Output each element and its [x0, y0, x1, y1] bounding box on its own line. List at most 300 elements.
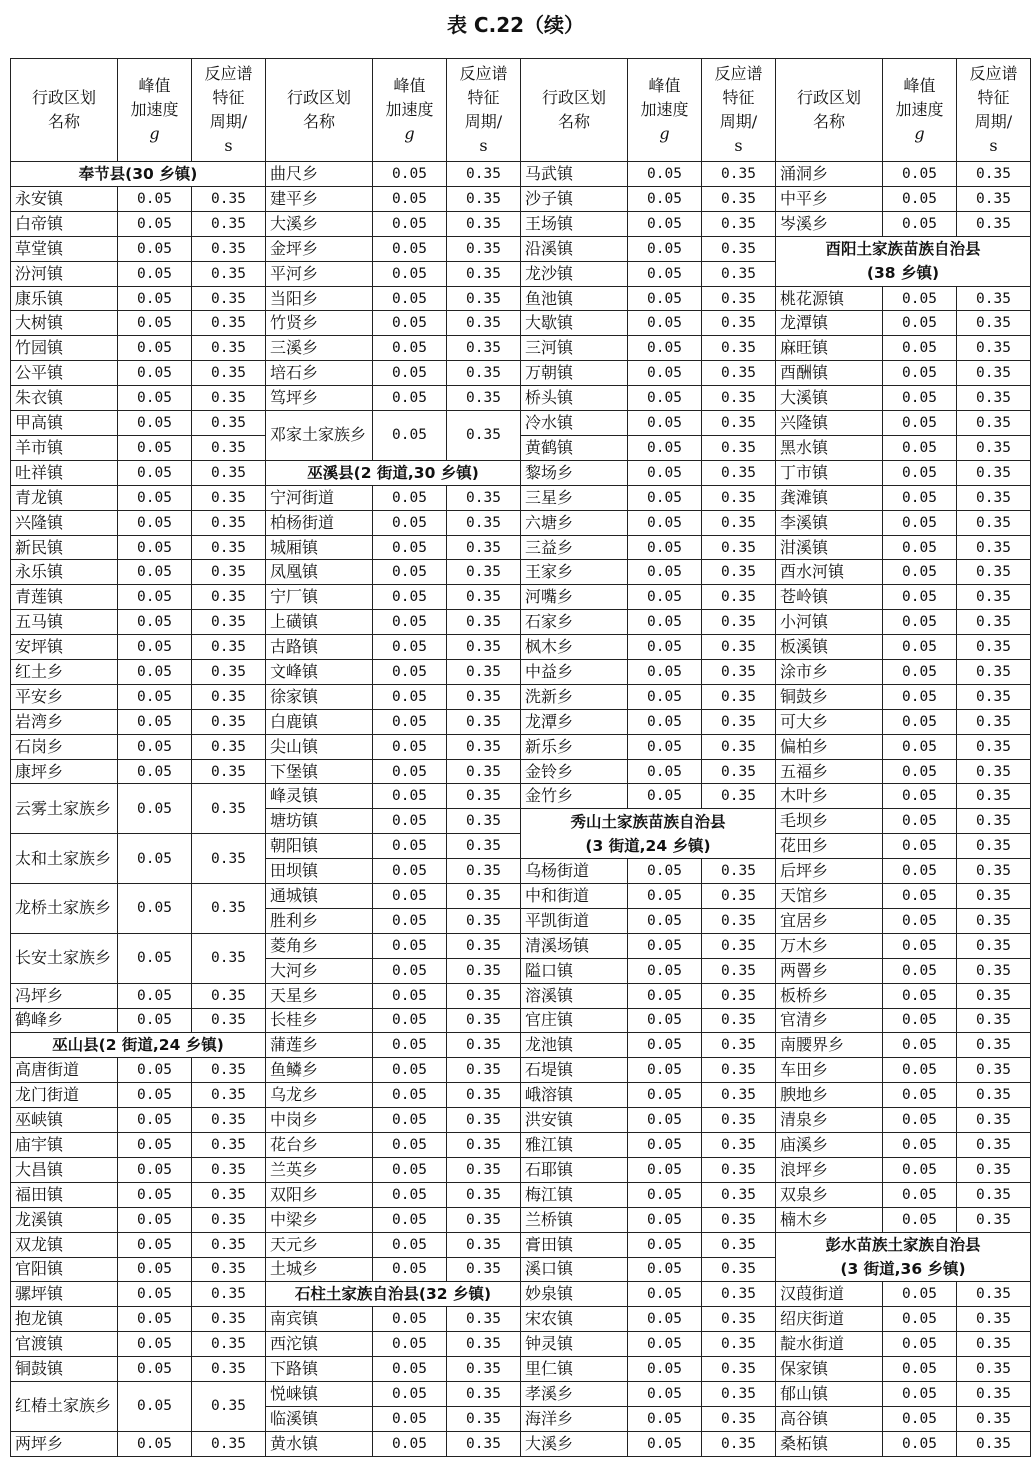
county-heading-line: (3 街道,36 乡镇)	[840, 1260, 966, 1279]
pga-value: 0.05	[883, 635, 957, 660]
pga-value: 0.05	[628, 1307, 702, 1332]
district-name: 清泉乡	[776, 1108, 883, 1133]
pga-value: 0.05	[883, 535, 957, 560]
district-name: 三溪乡	[266, 336, 373, 361]
district-name: 五马镇	[11, 610, 118, 635]
district-name: 花台乡	[266, 1133, 373, 1158]
period-value: 0.35	[192, 460, 266, 485]
district-name: 永乐镇	[11, 560, 118, 585]
pga-value: 0.05	[118, 435, 192, 460]
table-row	[11, 162, 1031, 187]
district-name: 浪坪乡	[776, 1157, 883, 1182]
pga-value: 0.05	[373, 610, 447, 635]
district-name: 石家乡	[521, 610, 628, 635]
pga-value: 0.05	[118, 983, 192, 1008]
period-value: 0.35	[192, 336, 266, 361]
county-heading-line: 秀山土家族苗族自治县	[570, 812, 726, 831]
header-period-label: s	[734, 136, 743, 155]
period-value: 0.35	[192, 1182, 266, 1207]
table-row	[11, 1232, 1031, 1257]
period-value: 0.35	[702, 187, 776, 212]
period-value: 0.35	[447, 809, 521, 834]
district-name: 石耶镇	[521, 1157, 628, 1182]
pga-value: 0.05	[628, 859, 702, 884]
pga-value: 0.05	[373, 585, 447, 610]
pga-value: 0.05	[628, 261, 702, 286]
period-value: 0.35	[192, 386, 266, 411]
county-heading	[776, 1232, 1031, 1282]
pga-value: 0.05	[628, 187, 702, 212]
pga-value: 0.05	[118, 610, 192, 635]
period-value: 0.35	[192, 1232, 266, 1257]
district-name: 红土乡	[11, 660, 118, 685]
period-value: 0.35	[192, 510, 266, 535]
district-name: 文峰镇	[266, 660, 373, 685]
period-value: 0.35	[192, 660, 266, 685]
district-name: 当阳乡	[266, 286, 373, 311]
pga-value: 0.05	[883, 560, 957, 585]
period-value: 0.35	[702, 983, 776, 1008]
district-name: 柏杨街道	[266, 510, 373, 535]
pga-value: 0.05	[373, 859, 447, 884]
pga-value: 0.05	[373, 535, 447, 560]
table-row	[11, 1157, 1031, 1182]
period-value: 0.35	[702, 958, 776, 983]
district-name: 白鹿镇	[266, 709, 373, 734]
table-row	[11, 1382, 1031, 1407]
district-name: 里仁镇	[521, 1357, 628, 1382]
seismic-parameter-table	[10, 58, 1031, 1457]
table-row	[11, 361, 1031, 386]
district-name: 桃花源镇	[776, 286, 883, 311]
pga-value: 0.05	[373, 834, 447, 859]
district-name: 王家乡	[521, 560, 628, 585]
period-value: 0.35	[957, 361, 1031, 386]
district-name: 酉酬镇	[776, 361, 883, 386]
period-value: 0.35	[447, 908, 521, 933]
district-name: 安坪镇	[11, 635, 118, 660]
period-value: 0.35	[702, 1008, 776, 1033]
district-name: 保家镇	[776, 1357, 883, 1382]
pga-value: 0.05	[628, 535, 702, 560]
pga-value: 0.05	[628, 386, 702, 411]
district-name: 骡坪镇	[11, 1282, 118, 1307]
period-value: 0.35	[192, 1083, 266, 1108]
pga-value: 0.05	[373, 709, 447, 734]
table-row	[11, 435, 1031, 460]
header-name-label: 行政区划名称	[32, 88, 97, 131]
header-period-label: 反应谱	[714, 64, 763, 83]
period-value: 0.35	[447, 734, 521, 759]
pga-value: 0.05	[118, 1307, 192, 1332]
pga-value: 0.05	[883, 834, 957, 859]
pga-value: 0.05	[883, 1406, 957, 1431]
pga-value: 0.05	[373, 286, 447, 311]
pga-value: 0.05	[118, 1008, 192, 1033]
district-name: 胜利乡	[266, 908, 373, 933]
district-name: 楠木乡	[776, 1207, 883, 1232]
period-value: 0.35	[957, 610, 1031, 635]
pga-value: 0.05	[373, 336, 447, 361]
pga-value: 0.05	[883, 435, 957, 460]
district-name: 城厢镇	[266, 535, 373, 560]
pga-value: 0.05	[883, 1357, 957, 1382]
pga-value: 0.05	[883, 734, 957, 759]
table-row	[11, 510, 1031, 535]
district-name: 金坪乡	[266, 236, 373, 261]
period-value: 0.35	[702, 759, 776, 784]
county-heading-line: 酉阳土家族苗族自治县	[825, 240, 981, 259]
district-name: 沿溪镇	[521, 236, 628, 261]
district-name: 板溪镇	[776, 635, 883, 660]
district-name: 悦崃镇	[266, 1382, 373, 1407]
pga-value: 0.05	[118, 759, 192, 784]
district-name: 大溪乡	[521, 1431, 628, 1456]
district-name: 青莲镇	[11, 585, 118, 610]
pga-value: 0.05	[628, 485, 702, 510]
district-name: 中益乡	[521, 660, 628, 685]
period-value: 0.35	[957, 187, 1031, 212]
pga-value: 0.05	[373, 236, 447, 261]
period-value: 0.35	[447, 759, 521, 784]
pga-value: 0.05	[373, 933, 447, 958]
header-pga-label: g	[914, 124, 925, 143]
pga-value: 0.05	[628, 1406, 702, 1431]
period-value: 0.35	[957, 834, 1031, 859]
period-value: 0.35	[192, 1157, 266, 1182]
period-value: 0.35	[702, 709, 776, 734]
table-row	[11, 660, 1031, 685]
district-name: 甲高镇	[11, 411, 118, 436]
period-value: 0.35	[447, 386, 521, 411]
pga-value: 0.05	[118, 734, 192, 759]
county-heading: 巫溪县(2 街道,30 乡镇)	[266, 460, 521, 485]
pga-value: 0.05	[373, 311, 447, 336]
pga-value: 0.05	[883, 983, 957, 1008]
period-value: 0.35	[957, 784, 1031, 809]
period-value: 0.35	[447, 983, 521, 1008]
pga-value: 0.05	[628, 1157, 702, 1182]
pga-value: 0.05	[373, 809, 447, 834]
table-row	[11, 709, 1031, 734]
district-name: 鱼鳞乡	[266, 1058, 373, 1083]
district-name: 大昌镇	[11, 1157, 118, 1182]
table-row	[11, 784, 1031, 809]
header-period-label: s	[989, 136, 998, 155]
district-name: 冷水镇	[521, 411, 628, 436]
period-value: 0.35	[957, 162, 1031, 187]
district-name: 中平乡	[776, 187, 883, 212]
pga-value: 0.05	[628, 1058, 702, 1083]
table-row	[11, 1357, 1031, 1382]
period-value: 0.35	[192, 834, 266, 884]
table-row	[11, 983, 1031, 1008]
district-name: 徐家镇	[266, 684, 373, 709]
header-name-label: 行政区划名称	[542, 88, 607, 131]
period-value: 0.35	[957, 859, 1031, 884]
district-name: 福田镇	[11, 1182, 118, 1207]
period-value: 0.35	[192, 1357, 266, 1382]
pga-value: 0.05	[373, 1207, 447, 1232]
pga-value: 0.05	[118, 1431, 192, 1456]
district-name: 通城镇	[266, 884, 373, 909]
period-value: 0.35	[447, 884, 521, 909]
table-row	[11, 1133, 1031, 1158]
table-row	[11, 1033, 1031, 1058]
period-value: 0.35	[957, 1431, 1031, 1456]
table-row	[11, 635, 1031, 660]
period-value: 0.35	[192, 784, 266, 834]
table-row	[11, 236, 1031, 261]
pga-value: 0.05	[628, 933, 702, 958]
period-value: 0.35	[702, 1307, 776, 1332]
period-value: 0.35	[957, 734, 1031, 759]
pga-value: 0.05	[883, 709, 957, 734]
header-period-cell	[447, 59, 521, 162]
pga-value: 0.05	[628, 411, 702, 436]
period-value: 0.35	[957, 336, 1031, 361]
pga-value: 0.05	[628, 1357, 702, 1382]
period-value: 0.35	[447, 311, 521, 336]
period-value: 0.35	[702, 311, 776, 336]
period-value: 0.35	[447, 1232, 521, 1257]
pga-value: 0.05	[883, 759, 957, 784]
district-name: 小河镇	[776, 610, 883, 635]
pga-value: 0.05	[118, 261, 192, 286]
pga-value: 0.05	[628, 1008, 702, 1033]
period-value: 0.35	[957, 560, 1031, 585]
district-name: 木叶乡	[776, 784, 883, 809]
county-heading	[521, 809, 776, 859]
period-value: 0.35	[702, 1232, 776, 1257]
period-value: 0.35	[702, 211, 776, 236]
pga-value: 0.05	[118, 1357, 192, 1382]
district-name: 汉葭街道	[776, 1282, 883, 1307]
district-name: 云雾土家族乡	[11, 784, 118, 834]
district-name: 平河乡	[266, 261, 373, 286]
pga-value: 0.05	[628, 660, 702, 685]
district-name: 大溪乡	[266, 211, 373, 236]
district-name: 中和街道	[521, 884, 628, 909]
pga-value: 0.05	[883, 386, 957, 411]
pga-value: 0.05	[118, 1232, 192, 1257]
county-heading	[776, 236, 1031, 286]
period-value: 0.35	[702, 908, 776, 933]
district-name: 官阳镇	[11, 1257, 118, 1282]
period-value: 0.35	[192, 411, 266, 436]
district-name: 南宾镇	[266, 1307, 373, 1332]
district-name: 高唐街道	[11, 1058, 118, 1083]
district-name: 毛坝乡	[776, 809, 883, 834]
period-value: 0.35	[957, 435, 1031, 460]
period-value: 0.35	[192, 1257, 266, 1282]
pga-value: 0.05	[628, 1108, 702, 1133]
table-row	[11, 1307, 1031, 1332]
period-value: 0.35	[192, 684, 266, 709]
header-pga-label: 峰值	[393, 76, 426, 95]
period-value: 0.35	[702, 485, 776, 510]
district-name: 天馆乡	[776, 884, 883, 909]
district-name: 靛水街道	[776, 1332, 883, 1357]
header-row	[11, 59, 1031, 162]
header-period-label: 特征	[467, 88, 500, 107]
district-name: 平安乡	[11, 684, 118, 709]
district-name: 培石乡	[266, 361, 373, 386]
pga-value: 0.05	[883, 1108, 957, 1133]
pga-value: 0.05	[628, 784, 702, 809]
period-value: 0.35	[192, 734, 266, 759]
period-value: 0.35	[957, 510, 1031, 535]
period-value: 0.35	[192, 1431, 266, 1456]
period-value: 0.35	[957, 286, 1031, 311]
period-value: 0.35	[192, 261, 266, 286]
table-row	[11, 336, 1031, 361]
county-heading: 石柱土家族自治县(32 乡镇)	[266, 1282, 521, 1307]
table-row	[11, 286, 1031, 311]
header-pga-label: 峰值	[903, 76, 936, 95]
district-name: 龙桥土家族乡	[11, 884, 118, 934]
district-name: 双泉乡	[776, 1182, 883, 1207]
header-period-cell	[192, 59, 266, 162]
pga-value: 0.05	[118, 660, 192, 685]
pga-value: 0.05	[373, 187, 447, 212]
district-name: 尖山镇	[266, 734, 373, 759]
period-value: 0.35	[702, 660, 776, 685]
district-name: 中岗乡	[266, 1108, 373, 1133]
pga-value: 0.05	[628, 211, 702, 236]
pga-value: 0.05	[883, 485, 957, 510]
district-name: 麻旺镇	[776, 336, 883, 361]
pga-value: 0.05	[628, 460, 702, 485]
table-row	[11, 1058, 1031, 1083]
pga-value: 0.05	[373, 884, 447, 909]
pga-value: 0.05	[373, 1083, 447, 1108]
period-value: 0.35	[702, 1108, 776, 1133]
pga-value: 0.05	[883, 1207, 957, 1232]
district-name: 庙宇镇	[11, 1133, 118, 1158]
district-name: 兰桥镇	[521, 1207, 628, 1232]
district-name: 隘口镇	[521, 958, 628, 983]
period-value: 0.35	[447, 535, 521, 560]
header-pga-cell	[118, 59, 192, 162]
period-value: 0.35	[447, 1357, 521, 1382]
pga-value: 0.05	[373, 734, 447, 759]
pga-value: 0.05	[883, 859, 957, 884]
district-name: 龙溪镇	[11, 1207, 118, 1232]
table-header	[11, 59, 1031, 162]
district-name: 两坪乡	[11, 1431, 118, 1456]
district-name: 兴隆镇	[776, 411, 883, 436]
pga-value: 0.05	[883, 187, 957, 212]
period-value: 0.35	[192, 884, 266, 934]
district-name: 石堤镇	[521, 1058, 628, 1083]
district-name: 宁河街道	[266, 485, 373, 510]
period-value: 0.35	[957, 759, 1031, 784]
pga-value: 0.05	[118, 361, 192, 386]
district-name: 峨溶镇	[521, 1083, 628, 1108]
district-name: 两罾乡	[776, 958, 883, 983]
period-value: 0.35	[957, 660, 1031, 685]
pga-value: 0.05	[118, 187, 192, 212]
pga-value: 0.05	[883, 1058, 957, 1083]
table-row	[11, 1431, 1031, 1456]
district-name: 古路镇	[266, 635, 373, 660]
district-name: 双阳乡	[266, 1182, 373, 1207]
header-name-cell	[776, 59, 883, 162]
pga-value: 0.05	[118, 460, 192, 485]
period-value: 0.35	[192, 286, 266, 311]
period-value: 0.35	[957, 1058, 1031, 1083]
pga-value: 0.05	[373, 162, 447, 187]
period-value: 0.35	[447, 610, 521, 635]
county-heading: 奉节县(30 乡镇)	[11, 162, 266, 187]
district-name: 双龙镇	[11, 1232, 118, 1257]
table-body	[11, 162, 1031, 1457]
period-value: 0.35	[447, 1382, 521, 1407]
header-pga-label: 加速度	[385, 100, 434, 119]
district-name: 金竹乡	[521, 784, 628, 809]
pga-value: 0.05	[373, 983, 447, 1008]
period-value: 0.35	[192, 1282, 266, 1307]
pga-value: 0.05	[373, 1108, 447, 1133]
table-row	[11, 585, 1031, 610]
pga-value: 0.05	[373, 386, 447, 411]
pga-value: 0.05	[118, 286, 192, 311]
period-value: 0.35	[192, 1307, 266, 1332]
period-value: 0.35	[192, 211, 266, 236]
period-value: 0.35	[702, 435, 776, 460]
table-row	[11, 1083, 1031, 1108]
pga-value: 0.05	[373, 411, 447, 461]
pga-value: 0.05	[373, 759, 447, 784]
table-row	[11, 610, 1031, 635]
pga-value: 0.05	[118, 684, 192, 709]
district-name: 竹贤乡	[266, 311, 373, 336]
header-period-label: 反应谱	[204, 64, 253, 83]
header-name-cell	[11, 59, 118, 162]
period-value: 0.35	[702, 1357, 776, 1382]
district-name: 新乐乡	[521, 734, 628, 759]
pga-value: 0.05	[883, 411, 957, 436]
district-name: 蒲莲乡	[266, 1033, 373, 1058]
pga-value: 0.05	[628, 884, 702, 909]
period-value: 0.35	[702, 1332, 776, 1357]
district-name: 三益乡	[521, 535, 628, 560]
period-value: 0.35	[702, 535, 776, 560]
pga-value: 0.05	[373, 635, 447, 660]
period-value: 0.35	[447, 261, 521, 286]
district-name: 洗新乡	[521, 684, 628, 709]
period-value: 0.35	[702, 336, 776, 361]
header-name-cell	[521, 59, 628, 162]
period-value: 0.35	[447, 1108, 521, 1133]
pga-value: 0.05	[883, 908, 957, 933]
period-value: 0.35	[702, 1157, 776, 1182]
period-value: 0.35	[192, 635, 266, 660]
period-value: 0.35	[192, 1207, 266, 1232]
district-name: 龚滩镇	[776, 485, 883, 510]
district-name: 临溪镇	[266, 1406, 373, 1431]
pga-value: 0.05	[118, 585, 192, 610]
pga-value: 0.05	[628, 1207, 702, 1232]
period-value: 0.35	[192, 361, 266, 386]
pga-value: 0.05	[118, 1157, 192, 1182]
period-value: 0.35	[447, 834, 521, 859]
district-name: 宜居乡	[776, 908, 883, 933]
district-name: 白帝镇	[11, 211, 118, 236]
pga-value: 0.05	[118, 884, 192, 934]
district-name: 青龙镇	[11, 485, 118, 510]
